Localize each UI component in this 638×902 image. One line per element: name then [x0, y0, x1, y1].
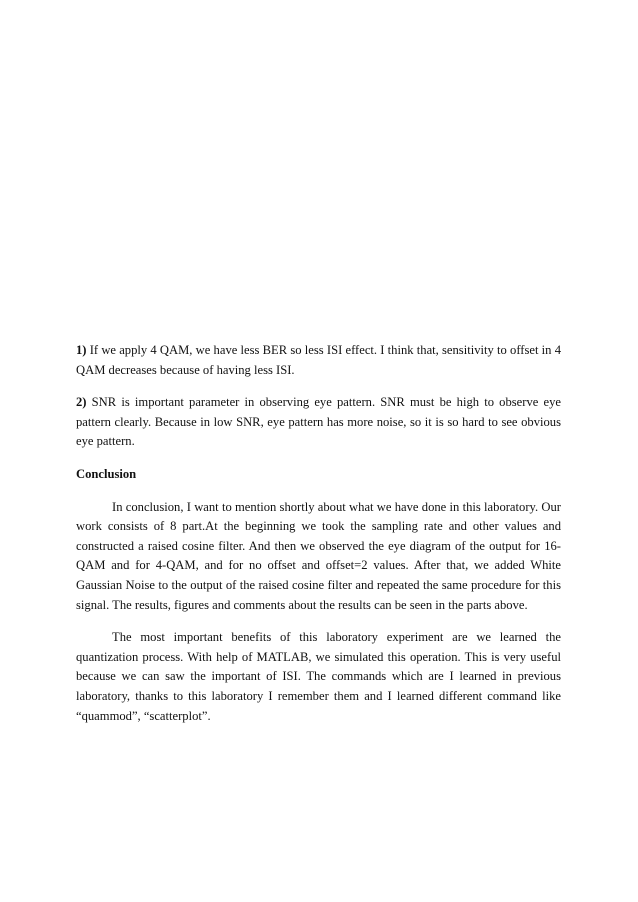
- answer-2-number: 2): [76, 395, 87, 410]
- answer-1-text: If we apply 4 QAM, we have less BER so less ISI effect. I think that, sensitivity to offset in 4 QAM decreases because of having less ISI.: [76, 343, 561, 377]
- conclusion-paragraph-1: In conclusion, I want to mention shortly about what we have done in this laboratory. Our work consists of 8 part.At the beginning we took the sampling rate and other values and constructed a raised cosine filter. And then we observed the eye diagram of the output for 16-QAM and for 4-QAM, and for no offset and offset=2 values. After that, we added White Gaussian Noise to the output of the raised cosine filter and repeated the same procedure for this signal. The results, figures and comments about the results can be seen in the parts above.: [76, 499, 561, 612]
- conclusion-heading: Conclusion: [76, 466, 137, 481]
- conclusion-paragraph-2: The most important benefits of this laboratory experiment are we learned the quantization process. With help of MATLAB, we simulated this operation. This is very useful because we can saw the important of ISI. The commands which are I learned in previous laboratory, thanks to this laboratory I remember them and I learned different command like “quammod”, “scatterplot”.: [76, 630, 561, 723]
- answer-2-text: SNR is important parameter in observing eye pattern. SNR must be high to observe eye pattern clearly. Because in low SNR, eye pattern has more noise, so it is so hard to see obvious eye pattern.: [76, 395, 561, 449]
- answer-1-number: 1): [76, 343, 87, 357]
- page-content: [76, 341, 561, 726]
- answer-1: [76, 341, 561, 380]
- answer-2: [76, 393, 561, 452]
